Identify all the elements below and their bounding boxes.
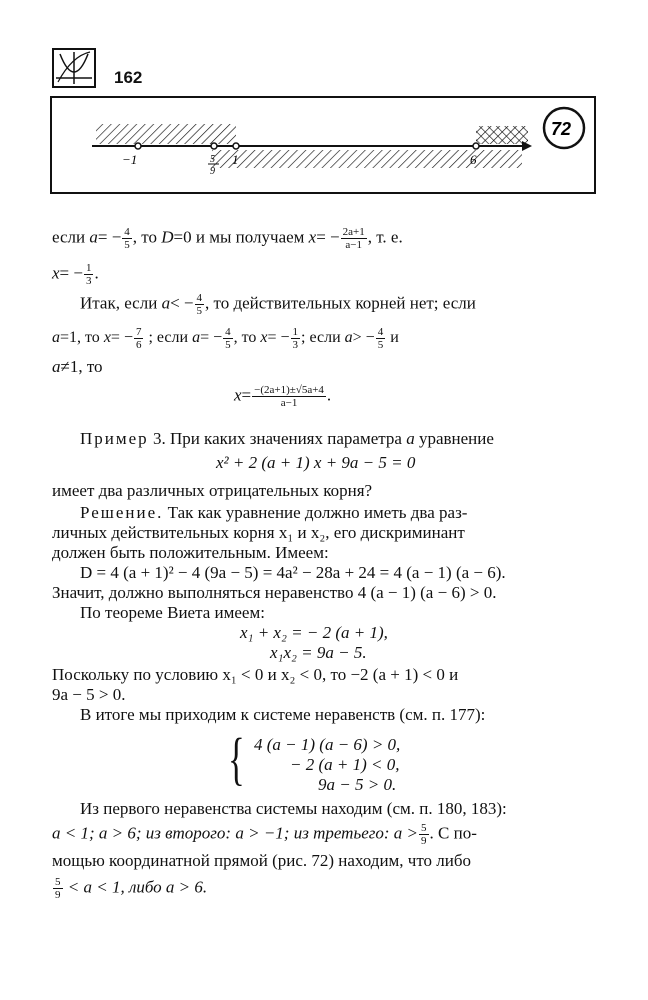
system-ineq-2: − 2 (a + 1) < 0, [290, 755, 400, 774]
equation-1: x² + 2 (a + 1) x + 9a − 5 = 0 [216, 453, 416, 472]
solution-line-2: личных действительных корня x₁ и x₂, его дискриминант [52, 523, 465, 542]
label-1: 1 [232, 152, 239, 167]
label-9: 9 [210, 166, 215, 177]
fraction: $\frac{-(2a+1)\pm√5a+4}{a-1}$ [254, 384, 324, 409]
point-5-9 [211, 143, 217, 149]
result-line-2: a < 1; a > 6; из второго: a > −1; из третьего: a > $\frac{5}{9}$ . С по- [52, 822, 477, 847]
hatch-upper-a-gt-6-b [476, 126, 528, 144]
fraction: $\frac{5}{9}$ [421, 822, 427, 847]
hatch-upper-a-lt-1 [96, 124, 236, 144]
figure-72-frame [50, 96, 596, 194]
text-line-2: x= − $\frac{1}{3}$ . [52, 262, 99, 287]
example-heading: Пример 3. При каких значениях параметра a уравнение [80, 429, 494, 448]
point-1 [233, 143, 239, 149]
system-ineq-3: 9a − 5 > 0. [318, 775, 397, 794]
fraction: $\frac{4}{5}$ [196, 292, 203, 317]
solution-line-3: должен быть положительным. Имеем: [52, 543, 329, 562]
text-line-3: Итак, если a< − $\frac{4}{5}$ , то действительных корней нет; если [80, 292, 476, 317]
label-5: 5 [210, 154, 215, 165]
fraction: $\frac{4}{5}$ [124, 226, 130, 251]
paragraph-line-2: 9a − 5 > 0. [52, 685, 126, 704]
system-brace: { [228, 726, 245, 791]
text-line-1: если a= − $\frac{4}{5}$ , то D=0 и мы получаем x= − $\frac{2a+1}{a-1}$ , т. е. [52, 226, 403, 251]
fraction: $\frac{4}{5}$ [225, 326, 231, 351]
fraction: $\frac{4}{5}$ [377, 326, 384, 351]
discriminant-line: D = 4 (a + 1)² − 4 (9a − 5) = 4a² − 28a + 24 = 4 (a − 1) (a − 6). [80, 563, 506, 582]
question-line: имеет два различных отрицательных корня? [52, 481, 373, 500]
point-minus-1 [135, 143, 141, 149]
fraction: $\frac{1}{3}$ [85, 262, 92, 287]
text-line-5: a≠1, то [52, 357, 103, 376]
result-line-1: Из первого неравенства системы находим (см. п. 180, 183): [80, 799, 507, 818]
text-line-4: a=1, то x= − $\frac{7}{6}$ ; если a= − $\frac{4}{5}$ , то x= − $\frac{1}{3}$ ; если a> − $\frac{4}{5}$ и [52, 326, 399, 351]
result-line-4: $\frac{5}{9}$ < a < 1, либо a > 6. [55, 876, 208, 901]
figure-number: 72 [551, 119, 572, 139]
number-line-figure [52, 98, 594, 192]
vieta-1: x₁ + x₂ = − 2 (a + 1), [240, 623, 388, 642]
label-6: 6 [470, 152, 477, 167]
paragraph-line-3: В итоге мы приходим к системе неравенств (см. п. 177): [80, 705, 486, 724]
paragraph-line-1: Поскольку по условию x₁ < 0 и x₂ < 0, то −2 (a + 1) < 0 и [52, 665, 459, 684]
system-ineq-1: 4 (a − 1) (a − 6) > 0, [254, 735, 401, 754]
solution-line-1: Решение. Так как уравнение должно иметь два раз- [80, 503, 468, 522]
solution-line-5: Значит, должно выполняться неравенство 4 (a − 1) (a − 6) > 0. [52, 583, 497, 602]
formula-roots: x= $\frac{-(2a+1)\pm√5a+4}{a-1}$ . [234, 384, 332, 409]
fraction: $\frac{5}{9}$ [55, 876, 61, 901]
label-minus-1: −1 [122, 152, 138, 167]
fraction: $\frac{7}{6}$ [135, 326, 142, 351]
graph-logo-icon [52, 48, 96, 88]
solution-line-6: По теореме Виета имеем: [80, 603, 265, 622]
page-number: 162 [114, 68, 143, 87]
result-line-3: мощью координатной прямой (рис. 72) находим, что либо [52, 851, 472, 870]
point-6 [473, 143, 479, 149]
fraction: $\frac{1}{3}$ [292, 326, 299, 351]
fraction: $\frac{2a+1}{a-1}$ [342, 226, 365, 251]
vieta-2: x₁x₂ = 9a − 5. [270, 643, 367, 662]
